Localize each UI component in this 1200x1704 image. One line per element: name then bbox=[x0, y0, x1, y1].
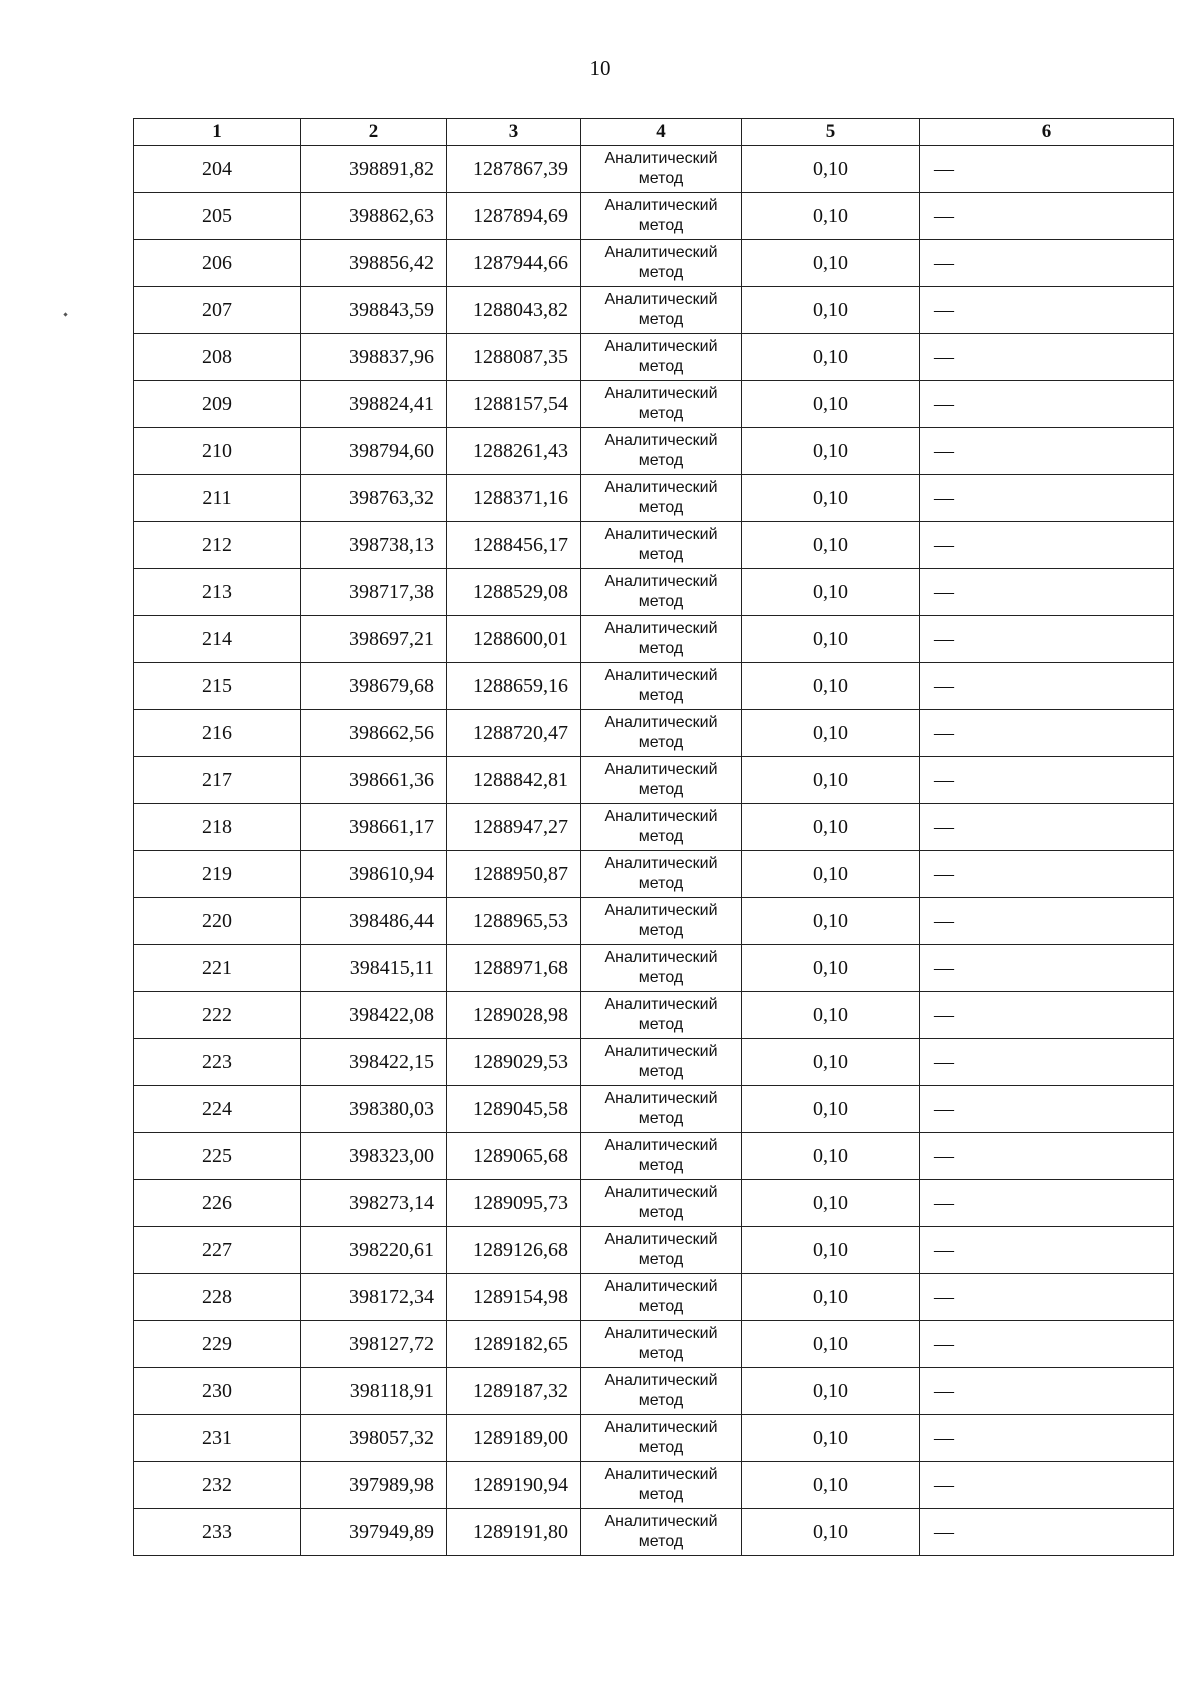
table-row bbox=[134, 1133, 1174, 1180]
method-cell bbox=[581, 1509, 742, 1556]
description-cell: — bbox=[920, 569, 1174, 616]
accuracy-cell: 0,10 bbox=[742, 1039, 920, 1086]
x-coordinate-cell: 398824,41 bbox=[301, 381, 447, 428]
y-coordinate-cell: 1288950,87 bbox=[447, 851, 581, 898]
y-coordinate-cell: 1289065,68 bbox=[447, 1133, 581, 1180]
x-coordinate-cell: 398856,42 bbox=[301, 240, 447, 287]
method-cell bbox=[581, 1274, 742, 1321]
method-line-1: Аналитический bbox=[604, 902, 718, 919]
method-cell bbox=[581, 428, 742, 475]
point-number-cell: 231 bbox=[134, 1415, 301, 1462]
point-number-cell: 215 bbox=[134, 663, 301, 710]
description-cell: — bbox=[920, 616, 1174, 663]
table-row bbox=[134, 1321, 1174, 1368]
y-coordinate-cell: 1288947,27 bbox=[447, 804, 581, 851]
method-line-2: метод bbox=[638, 452, 684, 469]
y-coordinate-cell: 1288842,81 bbox=[447, 757, 581, 804]
method-line-2: метод bbox=[638, 1204, 684, 1221]
description-cell: — bbox=[920, 146, 1174, 193]
y-coordinate-cell: 1289187,32 bbox=[447, 1368, 581, 1415]
y-coordinate-cell: 1289029,53 bbox=[447, 1039, 581, 1086]
method-cell bbox=[581, 1086, 742, 1133]
point-number-cell: 224 bbox=[134, 1086, 301, 1133]
description-cell: — bbox=[920, 1462, 1174, 1509]
method-line-1: Аналитический bbox=[604, 714, 718, 731]
x-coordinate-cell: 398837,96 bbox=[301, 334, 447, 381]
accuracy-cell: 0,10 bbox=[742, 475, 920, 522]
point-number-cell: 209 bbox=[134, 381, 301, 428]
x-coordinate-cell: 398415,11 bbox=[301, 945, 447, 992]
point-number-cell: 210 bbox=[134, 428, 301, 475]
x-coordinate-cell: 398717,38 bbox=[301, 569, 447, 616]
accuracy-cell: 0,10 bbox=[742, 992, 920, 1039]
x-coordinate-cell: 398422,08 bbox=[301, 992, 447, 1039]
method-line-2: метод bbox=[638, 170, 684, 187]
table-row bbox=[134, 287, 1174, 334]
method-cell bbox=[581, 898, 742, 945]
point-number-cell: 219 bbox=[134, 851, 301, 898]
method-line-2: метод bbox=[638, 640, 684, 657]
page-number: 10 bbox=[589, 56, 611, 80]
method-cell bbox=[581, 992, 742, 1039]
point-number-cell: 216 bbox=[134, 710, 301, 757]
column-header: 5 bbox=[742, 119, 920, 146]
description-cell: — bbox=[920, 1180, 1174, 1227]
table-row bbox=[134, 1039, 1174, 1086]
table-row bbox=[134, 1509, 1174, 1556]
method-line-1: Аналитический bbox=[604, 1325, 718, 1342]
method-line-2: метод bbox=[638, 922, 684, 939]
description-cell: — bbox=[920, 1274, 1174, 1321]
table-row bbox=[134, 1227, 1174, 1274]
description-cell: — bbox=[920, 334, 1174, 381]
description-cell: — bbox=[920, 1227, 1174, 1274]
table-row bbox=[134, 1462, 1174, 1509]
column-header: 1 bbox=[134, 119, 301, 146]
point-number-cell: 226 bbox=[134, 1180, 301, 1227]
description-cell: — bbox=[920, 1509, 1174, 1556]
method-line-2: метод bbox=[638, 1251, 684, 1268]
method-line-2: метод bbox=[638, 1110, 684, 1127]
column-header: 6 bbox=[920, 119, 1174, 146]
method-cell bbox=[581, 804, 742, 851]
method-line-2: метод bbox=[638, 358, 684, 375]
table-row bbox=[134, 381, 1174, 428]
method-line-2: метод bbox=[638, 1016, 684, 1033]
y-coordinate-cell: 1289154,98 bbox=[447, 1274, 581, 1321]
point-number-cell: 206 bbox=[134, 240, 301, 287]
method-cell bbox=[581, 287, 742, 334]
accuracy-cell: 0,10 bbox=[742, 1086, 920, 1133]
x-coordinate-cell: 398843,59 bbox=[301, 287, 447, 334]
point-number-cell: 225 bbox=[134, 1133, 301, 1180]
description-cell: — bbox=[920, 522, 1174, 569]
description-cell: — bbox=[920, 193, 1174, 240]
method-cell bbox=[581, 757, 742, 804]
method-line-1: Аналитический bbox=[604, 620, 718, 637]
method-cell bbox=[581, 1133, 742, 1180]
method-line-2: метод bbox=[638, 969, 684, 986]
point-number-cell: 208 bbox=[134, 334, 301, 381]
method-line-2: метод bbox=[638, 687, 684, 704]
method-line-2: метод bbox=[638, 1298, 684, 1315]
y-coordinate-cell: 1289190,94 bbox=[447, 1462, 581, 1509]
accuracy-cell: 0,10 bbox=[742, 428, 920, 475]
method-line-2: метод bbox=[638, 593, 684, 610]
method-cell bbox=[581, 1039, 742, 1086]
method-cell bbox=[581, 146, 742, 193]
description-cell: — bbox=[920, 710, 1174, 757]
method-line-1: Аналитический bbox=[604, 808, 718, 825]
table-row bbox=[134, 193, 1174, 240]
method-line-2: метод bbox=[638, 311, 684, 328]
point-number-cell: 205 bbox=[134, 193, 301, 240]
point-number-cell: 213 bbox=[134, 569, 301, 616]
method-line-1: Аналитический bbox=[604, 338, 718, 355]
accuracy-cell: 0,10 bbox=[742, 146, 920, 193]
method-line-2: метод bbox=[638, 217, 684, 234]
method-line-1: Аналитический bbox=[604, 1043, 718, 1060]
method-cell bbox=[581, 1180, 742, 1227]
method-cell bbox=[581, 1368, 742, 1415]
point-number-cell: 227 bbox=[134, 1227, 301, 1274]
x-coordinate-cell: 398662,56 bbox=[301, 710, 447, 757]
y-coordinate-cell: 1287867,39 bbox=[447, 146, 581, 193]
point-number-cell: 220 bbox=[134, 898, 301, 945]
accuracy-cell: 0,10 bbox=[742, 616, 920, 663]
coordinates-table bbox=[133, 118, 1174, 1556]
method-line-1: Аналитический bbox=[604, 1513, 718, 1530]
description-cell: — bbox=[920, 240, 1174, 287]
column-header: 2 bbox=[301, 119, 447, 146]
method-line-1: Аналитический bbox=[604, 244, 718, 261]
description-cell: — bbox=[920, 1415, 1174, 1462]
accuracy-cell: 0,10 bbox=[742, 381, 920, 428]
x-coordinate-cell: 398220,61 bbox=[301, 1227, 447, 1274]
x-coordinate-cell: 398738,13 bbox=[301, 522, 447, 569]
accuracy-cell: 0,10 bbox=[742, 569, 920, 616]
table-row bbox=[134, 475, 1174, 522]
accuracy-cell: 0,10 bbox=[742, 1462, 920, 1509]
x-coordinate-cell: 398610,94 bbox=[301, 851, 447, 898]
method-line-1: Аналитический bbox=[604, 1419, 718, 1436]
y-coordinate-cell: 1288157,54 bbox=[447, 381, 581, 428]
y-coordinate-cell: 1287894,69 bbox=[447, 193, 581, 240]
method-line-2: метод bbox=[638, 1439, 684, 1456]
point-number-cell: 228 bbox=[134, 1274, 301, 1321]
description-cell: — bbox=[920, 428, 1174, 475]
accuracy-cell: 0,10 bbox=[742, 522, 920, 569]
method-line-1: Аналитический bbox=[604, 667, 718, 684]
point-number-cell: 218 bbox=[134, 804, 301, 851]
description-cell: — bbox=[920, 663, 1174, 710]
x-coordinate-cell: 398862,63 bbox=[301, 193, 447, 240]
method-line-1: Аналитический bbox=[604, 996, 718, 1013]
method-cell bbox=[581, 334, 742, 381]
point-number-cell: 214 bbox=[134, 616, 301, 663]
method-cell bbox=[581, 381, 742, 428]
method-line-2: метод bbox=[638, 781, 684, 798]
method-cell bbox=[581, 193, 742, 240]
accuracy-cell: 0,10 bbox=[742, 240, 920, 287]
method-line-2: метод bbox=[638, 875, 684, 892]
header-row bbox=[134, 119, 1174, 146]
method-line-2: метод bbox=[638, 1392, 684, 1409]
method-cell bbox=[581, 710, 742, 757]
x-coordinate-cell: 398763,32 bbox=[301, 475, 447, 522]
x-coordinate-cell: 398380,03 bbox=[301, 1086, 447, 1133]
accuracy-cell: 0,10 bbox=[742, 757, 920, 804]
x-coordinate-cell: 398057,32 bbox=[301, 1415, 447, 1462]
table-row bbox=[134, 240, 1174, 287]
x-coordinate-cell: 398172,34 bbox=[301, 1274, 447, 1321]
y-coordinate-cell: 1288529,08 bbox=[447, 569, 581, 616]
x-coordinate-cell: 398118,91 bbox=[301, 1368, 447, 1415]
y-coordinate-cell: 1289182,65 bbox=[447, 1321, 581, 1368]
method-line-2: метод bbox=[638, 405, 684, 422]
y-coordinate-cell: 1287944,66 bbox=[447, 240, 581, 287]
table-row bbox=[134, 851, 1174, 898]
accuracy-cell: 0,10 bbox=[742, 1321, 920, 1368]
table-row bbox=[134, 146, 1174, 193]
method-line-1: Аналитический bbox=[604, 761, 718, 778]
x-coordinate-cell: 398697,21 bbox=[301, 616, 447, 663]
description-cell: — bbox=[920, 992, 1174, 1039]
x-coordinate-cell: 398679,68 bbox=[301, 663, 447, 710]
method-line-2: метод bbox=[638, 1345, 684, 1362]
method-cell bbox=[581, 1415, 742, 1462]
method-line-1: Аналитический bbox=[604, 573, 718, 590]
y-coordinate-cell: 1288971,68 bbox=[447, 945, 581, 992]
method-line-1: Аналитический bbox=[604, 1372, 718, 1389]
accuracy-cell: 0,10 bbox=[742, 1180, 920, 1227]
method-line-1: Аналитический bbox=[604, 1466, 718, 1483]
method-line-1: Аналитический bbox=[604, 291, 718, 308]
method-line-1: Аналитический bbox=[604, 1278, 718, 1295]
table-row bbox=[134, 757, 1174, 804]
method-cell bbox=[581, 663, 742, 710]
column-header: 4 bbox=[581, 119, 742, 146]
method-line-2: метод bbox=[638, 1486, 684, 1503]
y-coordinate-cell: 1288600,01 bbox=[447, 616, 581, 663]
method-line-1: Аналитический bbox=[604, 1184, 718, 1201]
x-coordinate-cell: 398794,60 bbox=[301, 428, 447, 475]
point-number-cell: 211 bbox=[134, 475, 301, 522]
description-cell: — bbox=[920, 381, 1174, 428]
table-row bbox=[134, 522, 1174, 569]
x-coordinate-cell: 398891,82 bbox=[301, 146, 447, 193]
y-coordinate-cell: 1288720,47 bbox=[447, 710, 581, 757]
accuracy-cell: 0,10 bbox=[742, 1368, 920, 1415]
table-row bbox=[134, 1415, 1174, 1462]
table-row bbox=[134, 710, 1174, 757]
y-coordinate-cell: 1289028,98 bbox=[447, 992, 581, 1039]
scan-mark bbox=[63, 312, 67, 316]
description-cell: — bbox=[920, 757, 1174, 804]
accuracy-cell: 0,10 bbox=[742, 334, 920, 381]
y-coordinate-cell: 1288371,16 bbox=[447, 475, 581, 522]
accuracy-cell: 0,10 bbox=[742, 710, 920, 757]
method-cell bbox=[581, 1227, 742, 1274]
x-coordinate-cell: 397989,98 bbox=[301, 1462, 447, 1509]
y-coordinate-cell: 1288659,16 bbox=[447, 663, 581, 710]
point-number-cell: 229 bbox=[134, 1321, 301, 1368]
x-coordinate-cell: 398127,72 bbox=[301, 1321, 447, 1368]
method-cell bbox=[581, 240, 742, 287]
table-row bbox=[134, 1274, 1174, 1321]
description-cell: — bbox=[920, 1368, 1174, 1415]
method-line-1: Аналитический bbox=[604, 432, 718, 449]
method-line-1: Аналитический bbox=[604, 1137, 718, 1154]
accuracy-cell: 0,10 bbox=[742, 851, 920, 898]
description-cell: — bbox=[920, 1039, 1174, 1086]
method-line-2: метод bbox=[638, 828, 684, 845]
method-cell bbox=[581, 569, 742, 616]
point-number-cell: 233 bbox=[134, 1509, 301, 1556]
description-cell: — bbox=[920, 804, 1174, 851]
y-coordinate-cell: 1288087,35 bbox=[447, 334, 581, 381]
table-row bbox=[134, 992, 1174, 1039]
x-coordinate-cell: 398323,00 bbox=[301, 1133, 447, 1180]
accuracy-cell: 0,10 bbox=[742, 1227, 920, 1274]
point-number-cell: 222 bbox=[134, 992, 301, 1039]
y-coordinate-cell: 1289045,58 bbox=[447, 1086, 581, 1133]
method-cell bbox=[581, 616, 742, 663]
accuracy-cell: 0,10 bbox=[742, 1509, 920, 1556]
table-row bbox=[134, 804, 1174, 851]
method-line-1: Аналитический bbox=[604, 197, 718, 214]
method-line-1: Аналитический bbox=[604, 150, 718, 167]
method-cell bbox=[581, 851, 742, 898]
accuracy-cell: 0,10 bbox=[742, 1274, 920, 1321]
method-line-1: Аналитический bbox=[604, 949, 718, 966]
point-number-cell: 204 bbox=[134, 146, 301, 193]
accuracy-cell: 0,10 bbox=[742, 1415, 920, 1462]
x-coordinate-cell: 398661,36 bbox=[301, 757, 447, 804]
point-number-cell: 221 bbox=[134, 945, 301, 992]
description-cell: — bbox=[920, 475, 1174, 522]
point-number-cell: 223 bbox=[134, 1039, 301, 1086]
x-coordinate-cell: 398273,14 bbox=[301, 1180, 447, 1227]
description-cell: — bbox=[920, 1321, 1174, 1368]
method-line-2: метод bbox=[638, 264, 684, 281]
method-line-1: Аналитический bbox=[604, 479, 718, 496]
table-row bbox=[134, 334, 1174, 381]
method-line-2: метод bbox=[638, 734, 684, 751]
method-cell bbox=[581, 945, 742, 992]
description-cell: — bbox=[920, 898, 1174, 945]
y-coordinate-cell: 1289126,68 bbox=[447, 1227, 581, 1274]
y-coordinate-cell: 1288261,43 bbox=[447, 428, 581, 475]
table-row bbox=[134, 898, 1174, 945]
method-line-2: метод bbox=[638, 546, 684, 563]
accuracy-cell: 0,10 bbox=[742, 193, 920, 240]
point-number-cell: 207 bbox=[134, 287, 301, 334]
method-cell bbox=[581, 1462, 742, 1509]
point-number-cell: 232 bbox=[134, 1462, 301, 1509]
table-row bbox=[134, 1180, 1174, 1227]
y-coordinate-cell: 1289191,80 bbox=[447, 1509, 581, 1556]
table-row bbox=[134, 945, 1174, 992]
table-row bbox=[134, 428, 1174, 475]
method-line-2: метод bbox=[638, 1533, 684, 1550]
method-line-1: Аналитический bbox=[604, 855, 718, 872]
method-line-2: метод bbox=[638, 499, 684, 516]
table-body bbox=[134, 146, 1174, 1556]
description-cell: — bbox=[920, 287, 1174, 334]
point-number-cell: 217 bbox=[134, 757, 301, 804]
method-line-1: Аналитический bbox=[604, 526, 718, 543]
table-row bbox=[134, 663, 1174, 710]
method-cell bbox=[581, 522, 742, 569]
method-line-2: метод bbox=[638, 1063, 684, 1080]
method-line-2: метод bbox=[638, 1157, 684, 1174]
table-row bbox=[134, 569, 1174, 616]
table-row bbox=[134, 1086, 1174, 1133]
column-header: 3 bbox=[447, 119, 581, 146]
y-coordinate-cell: 1288965,53 bbox=[447, 898, 581, 945]
point-number-cell: 212 bbox=[134, 522, 301, 569]
table-row bbox=[134, 1368, 1174, 1415]
x-coordinate-cell: 398422,15 bbox=[301, 1039, 447, 1086]
method-line-1: Аналитический bbox=[604, 385, 718, 402]
description-cell: — bbox=[920, 945, 1174, 992]
y-coordinate-cell: 1288043,82 bbox=[447, 287, 581, 334]
accuracy-cell: 0,10 bbox=[742, 804, 920, 851]
x-coordinate-cell: 397949,89 bbox=[301, 1509, 447, 1556]
accuracy-cell: 0,10 bbox=[742, 287, 920, 334]
method-cell bbox=[581, 475, 742, 522]
description-cell: — bbox=[920, 1133, 1174, 1180]
method-line-1: Аналитический bbox=[604, 1090, 718, 1107]
y-coordinate-cell: 1289189,00 bbox=[447, 1415, 581, 1462]
y-coordinate-cell: 1289095,73 bbox=[447, 1180, 581, 1227]
x-coordinate-cell: 398486,44 bbox=[301, 898, 447, 945]
accuracy-cell: 0,10 bbox=[742, 1133, 920, 1180]
description-cell: — bbox=[920, 1086, 1174, 1133]
accuracy-cell: 0,10 bbox=[742, 663, 920, 710]
description-cell: — bbox=[920, 851, 1174, 898]
method-cell bbox=[581, 1321, 742, 1368]
accuracy-cell: 0,10 bbox=[742, 945, 920, 992]
x-coordinate-cell: 398661,17 bbox=[301, 804, 447, 851]
point-number-cell: 230 bbox=[134, 1368, 301, 1415]
method-line-1: Аналитический bbox=[604, 1231, 718, 1248]
accuracy-cell: 0,10 bbox=[742, 898, 920, 945]
table-row bbox=[134, 616, 1174, 663]
y-coordinate-cell: 1288456,17 bbox=[447, 522, 581, 569]
